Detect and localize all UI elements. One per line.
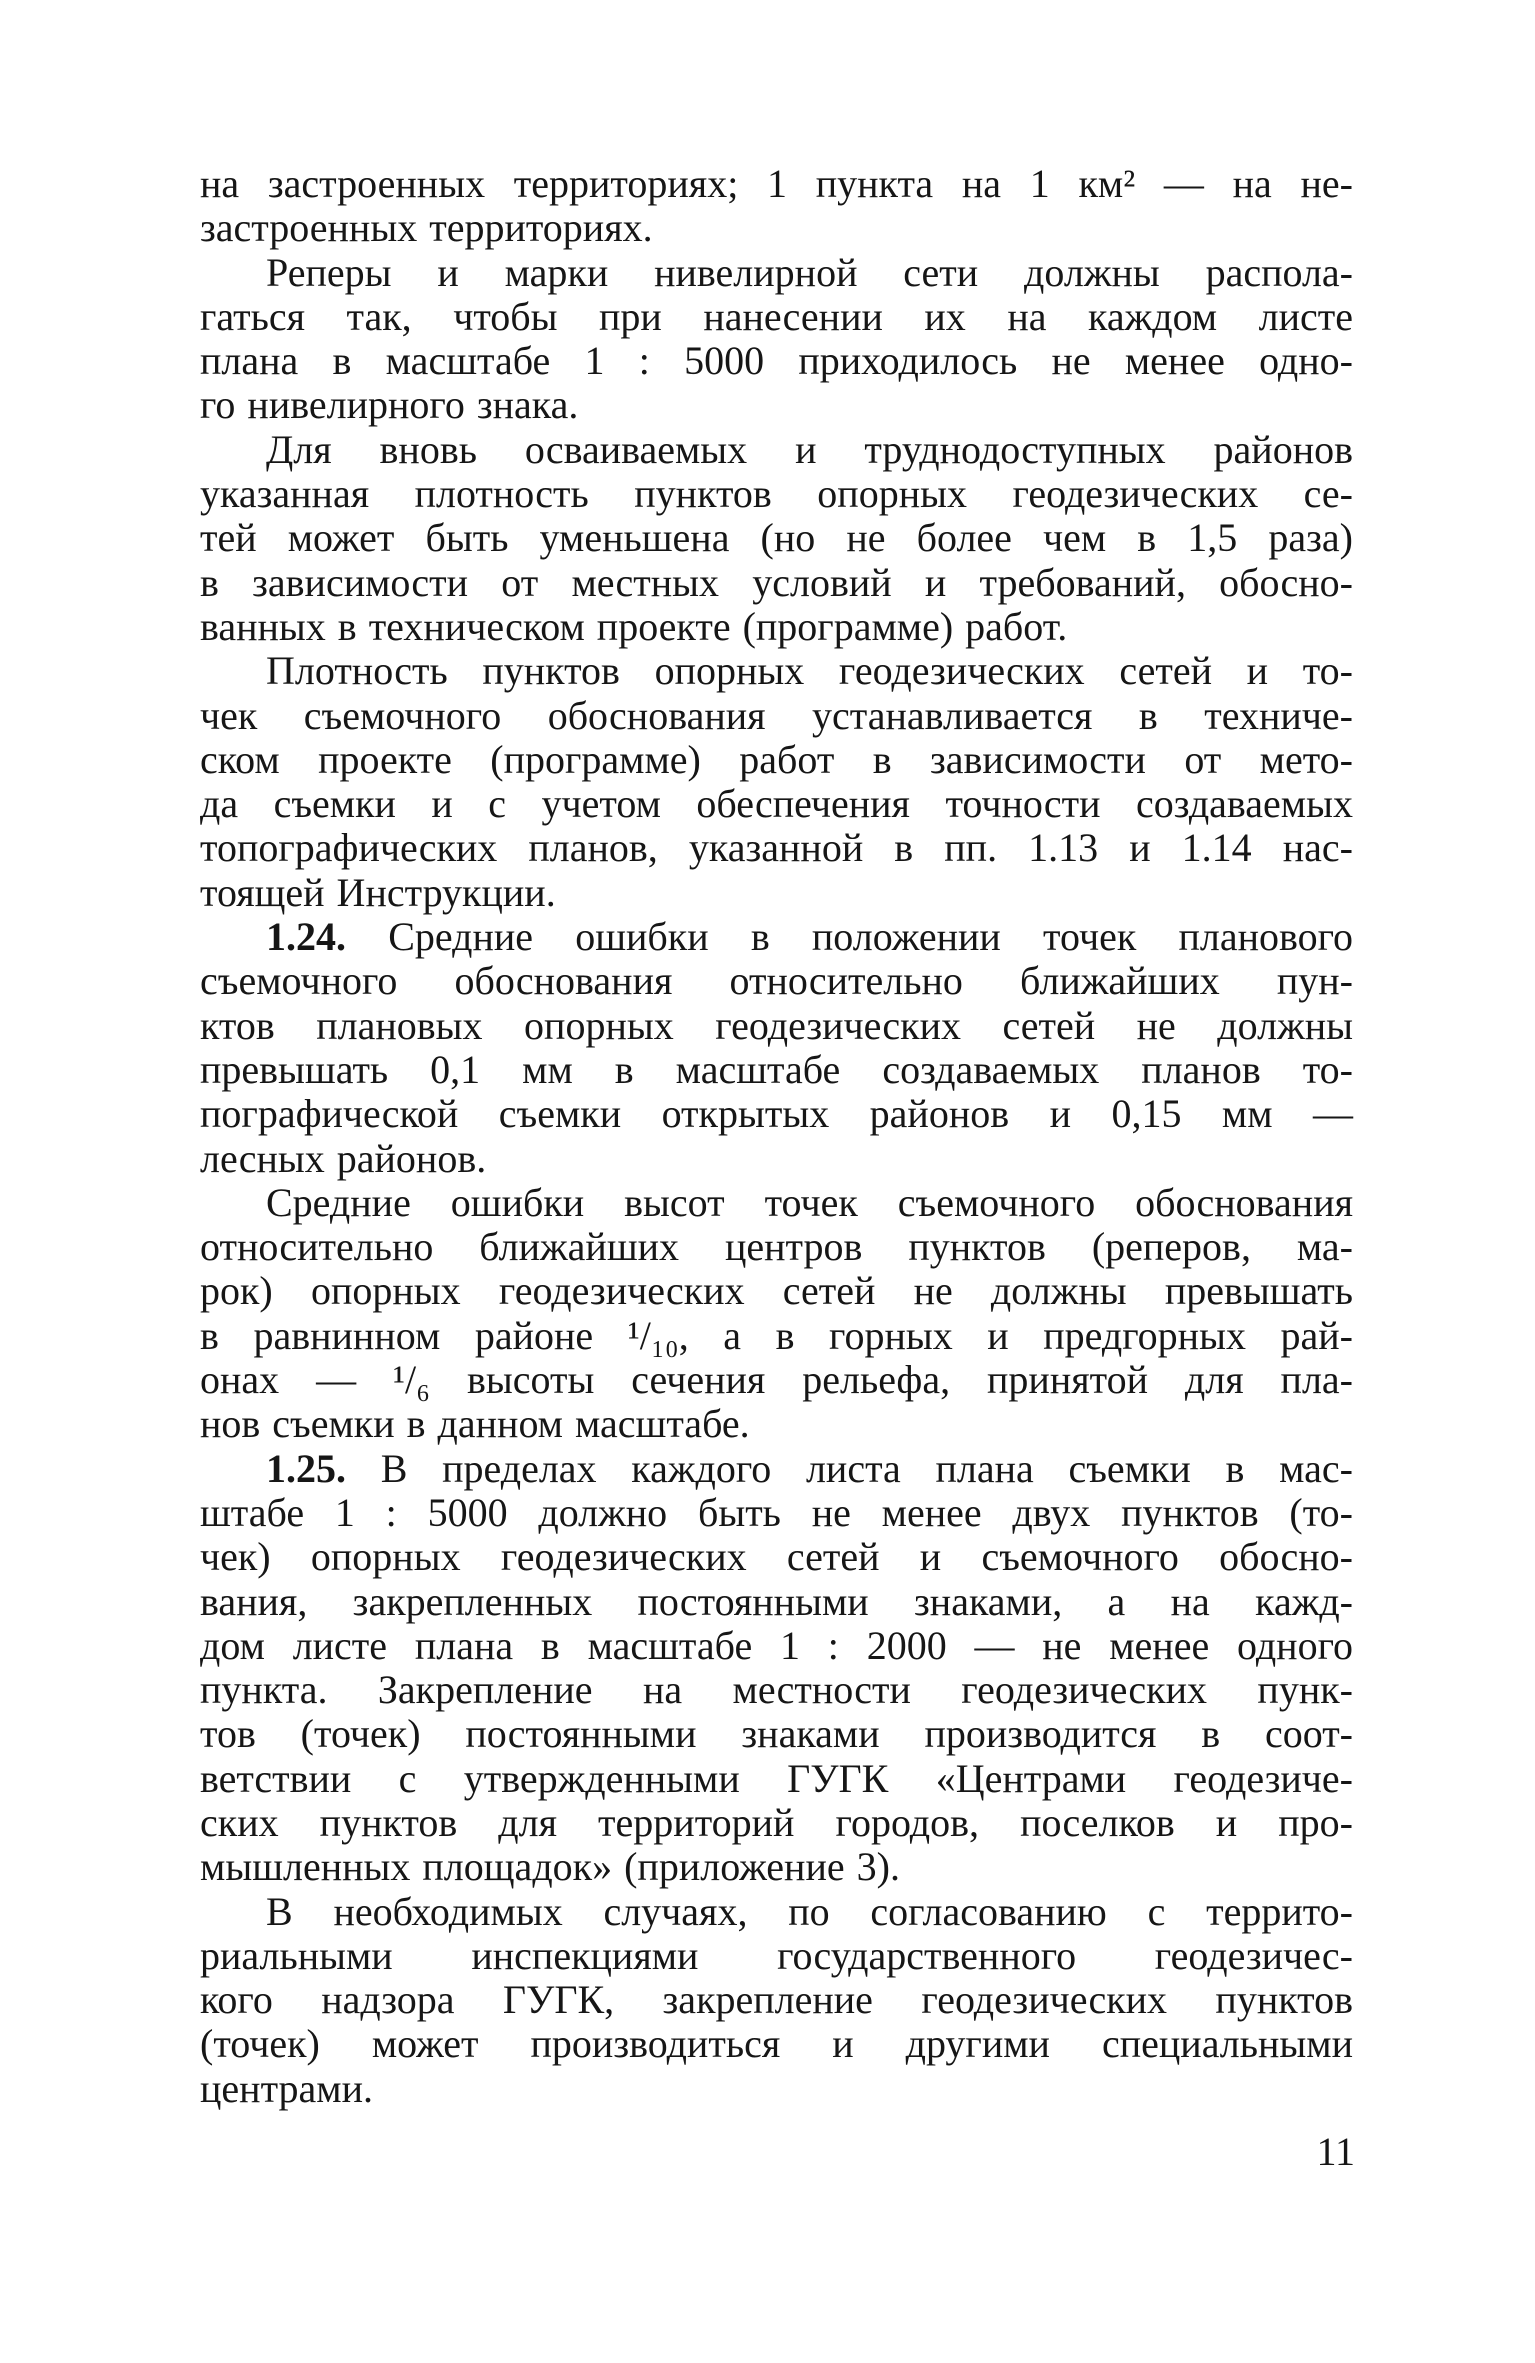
page-number: 11 xyxy=(1316,2129,1355,2174)
line-text: кого надзора ГУГК, закрепление геодезических пунктов xyxy=(200,1977,1353,2023)
text-line xyxy=(200,206,1353,250)
text-line xyxy=(200,1004,1353,1048)
line-text: вания, закрепленных постоянными знаками, а на кажд- xyxy=(200,1578,1353,1624)
line-text: плана в масштабе 1 : 5000 приходилось не менее одно- xyxy=(200,338,1353,384)
text-line xyxy=(200,782,1353,826)
line-text: в равнинном районе ¹/₁₀, а в горных и предгорных рай- xyxy=(200,1312,1353,1358)
text-line xyxy=(200,1092,1353,1136)
text-line xyxy=(200,605,1353,649)
paragraph xyxy=(200,915,1353,1181)
text-line xyxy=(200,162,1353,206)
text-line xyxy=(200,871,1353,915)
line-text: ванных в техническом проекте (программе) работ. xyxy=(200,603,1068,649)
text-line xyxy=(200,1624,1353,1668)
line-text: В необходимых случаях, по согласованию с террито- xyxy=(266,1888,1353,1934)
text-line xyxy=(200,1181,1353,1225)
line-text: тей может быть уменьшена (но не более чем в 1,5 раза) xyxy=(200,515,1353,561)
line-text: ском проекте (программе) работ в зависимости от мето- xyxy=(200,736,1353,782)
line-text: лесных районов. xyxy=(200,1135,487,1181)
line-text: В пределах каждого листа плана съемки в мас- xyxy=(380,1445,1354,1491)
line-text: Плотность пунктов опорных геодезических сетей и то- xyxy=(266,648,1353,694)
text-line xyxy=(200,1491,1353,1535)
paragraph xyxy=(200,1890,1353,2111)
text-line xyxy=(200,649,1353,693)
line-text: пографической съемки открытых районов и 0,15 мм — xyxy=(200,1091,1353,1137)
text-line xyxy=(200,2067,1353,2111)
line-text: застроенных территориях. xyxy=(200,205,653,251)
line-text: тов (точек) постоянными знаками производится в соот- xyxy=(200,1711,1353,1757)
line-text: гаться так, чтобы при нанесении их на каждом листе xyxy=(200,293,1353,339)
line-text: относительно ближайших центров пунктов (реперов, ма- xyxy=(200,1224,1353,1270)
line-text: чек съемочного обоснования устанавливается в техниче- xyxy=(200,692,1353,738)
text-line xyxy=(200,738,1353,782)
paragraph xyxy=(200,251,1353,428)
line-text: да съемки и с учетом обеспечения точности создаваемых xyxy=(200,781,1353,827)
section-number: 1.25. xyxy=(266,1445,346,1491)
paragraph xyxy=(200,428,1353,649)
line-text: онах — ¹/₆ высоты сечения рельефа, принятой для пла- xyxy=(200,1357,1353,1403)
line-text: центрами. xyxy=(200,2065,374,2111)
line-text: тоящей Инструкции. xyxy=(200,869,556,915)
line-text: Средние ошибки в положении точек планового xyxy=(388,914,1354,960)
line-text: ветствии с утвержденными ГУГК «Центрами геодезиче- xyxy=(200,1755,1353,1801)
paragraph xyxy=(200,162,1353,251)
text-line xyxy=(200,1314,1353,1358)
text-line xyxy=(200,516,1353,560)
line-text: топографических планов, указанной в пп. 1.13 и 1.14 нас- xyxy=(200,825,1353,871)
line-text: на застроенных территориях; 1 пункта на 1 км² — на не- xyxy=(200,161,1353,206)
text-line xyxy=(200,428,1353,472)
text-line xyxy=(200,1890,1353,1934)
text-line xyxy=(200,2022,1353,2066)
line-text: ских пунктов для территорий городов, поселков и про- xyxy=(200,1799,1353,1845)
paragraph xyxy=(200,1447,1353,1890)
line-text: Средние ошибки высот точек съемочного обоснования xyxy=(266,1179,1353,1225)
page-body xyxy=(200,162,1353,2111)
line-text: Реперы и марки нивелирной сети должны распола- xyxy=(266,249,1353,295)
section-number: 1.24. xyxy=(266,914,346,960)
line-text: риальными инспекциями государственного геодезичес- xyxy=(200,1932,1353,1978)
text-line xyxy=(200,826,1353,870)
line-text: Для вновь осваиваемых и труднодоступных районов xyxy=(266,426,1353,472)
text-line xyxy=(200,1447,1353,1491)
text-line xyxy=(200,1269,1353,1313)
line-text: пункта. Закрепление на местности геодезических пунк- xyxy=(200,1667,1353,1713)
text-line xyxy=(200,1712,1353,1756)
text-line xyxy=(200,1137,1353,1181)
text-line xyxy=(200,1934,1353,1978)
text-line xyxy=(200,1668,1353,1712)
line-text: (точек) может производиться и другими специальными xyxy=(200,2021,1353,2067)
line-text: в зависимости от местных условий и требований, обосно- xyxy=(200,559,1353,605)
text-line xyxy=(200,1757,1353,1801)
line-text: рок) опорных геодезических сетей не должны превышать xyxy=(200,1268,1353,1314)
line-text: нов съемки в данном масштабе. xyxy=(200,1401,750,1447)
text-line xyxy=(200,1225,1353,1269)
text-line xyxy=(200,251,1353,295)
paragraph xyxy=(200,649,1353,915)
text-line xyxy=(200,915,1353,959)
text-line xyxy=(200,1535,1353,1579)
text-line xyxy=(200,1048,1353,1092)
text-line xyxy=(200,1358,1353,1402)
text-line xyxy=(200,1402,1353,1446)
text-line xyxy=(200,561,1353,605)
line-text: ктов плановых опорных геодезических сетей не должны xyxy=(200,1002,1353,1048)
line-text: превышать 0,1 мм в масштабе создаваемых планов то- xyxy=(200,1046,1353,1092)
text-line xyxy=(200,339,1353,383)
text-line xyxy=(200,1845,1353,1889)
line-text: указанная плотность пунктов опорных геодезических се- xyxy=(200,471,1353,517)
line-text: чек) опорных геодезических сетей и съемочного обосно- xyxy=(200,1534,1353,1580)
text-line xyxy=(200,295,1353,339)
text-line xyxy=(200,694,1353,738)
text-line xyxy=(200,959,1353,1003)
line-text: дом листе плана в масштабе 1 : 2000 — не менее одного xyxy=(200,1622,1353,1668)
line-text: съемочного обоснования относительно ближайших пун- xyxy=(200,958,1353,1004)
line-text: штабе 1 : 5000 должно быть не менее двух пунктов (то- xyxy=(200,1489,1353,1535)
line-text: мышленных площадок» (приложение 3). xyxy=(200,1844,900,1890)
text-line xyxy=(200,472,1353,516)
text-line xyxy=(200,383,1353,427)
paragraph xyxy=(200,1181,1353,1447)
line-text: го нивелирного знака. xyxy=(200,382,579,428)
text-line xyxy=(200,1801,1353,1845)
text-line xyxy=(200,1978,1353,2022)
text-line xyxy=(200,1580,1353,1624)
